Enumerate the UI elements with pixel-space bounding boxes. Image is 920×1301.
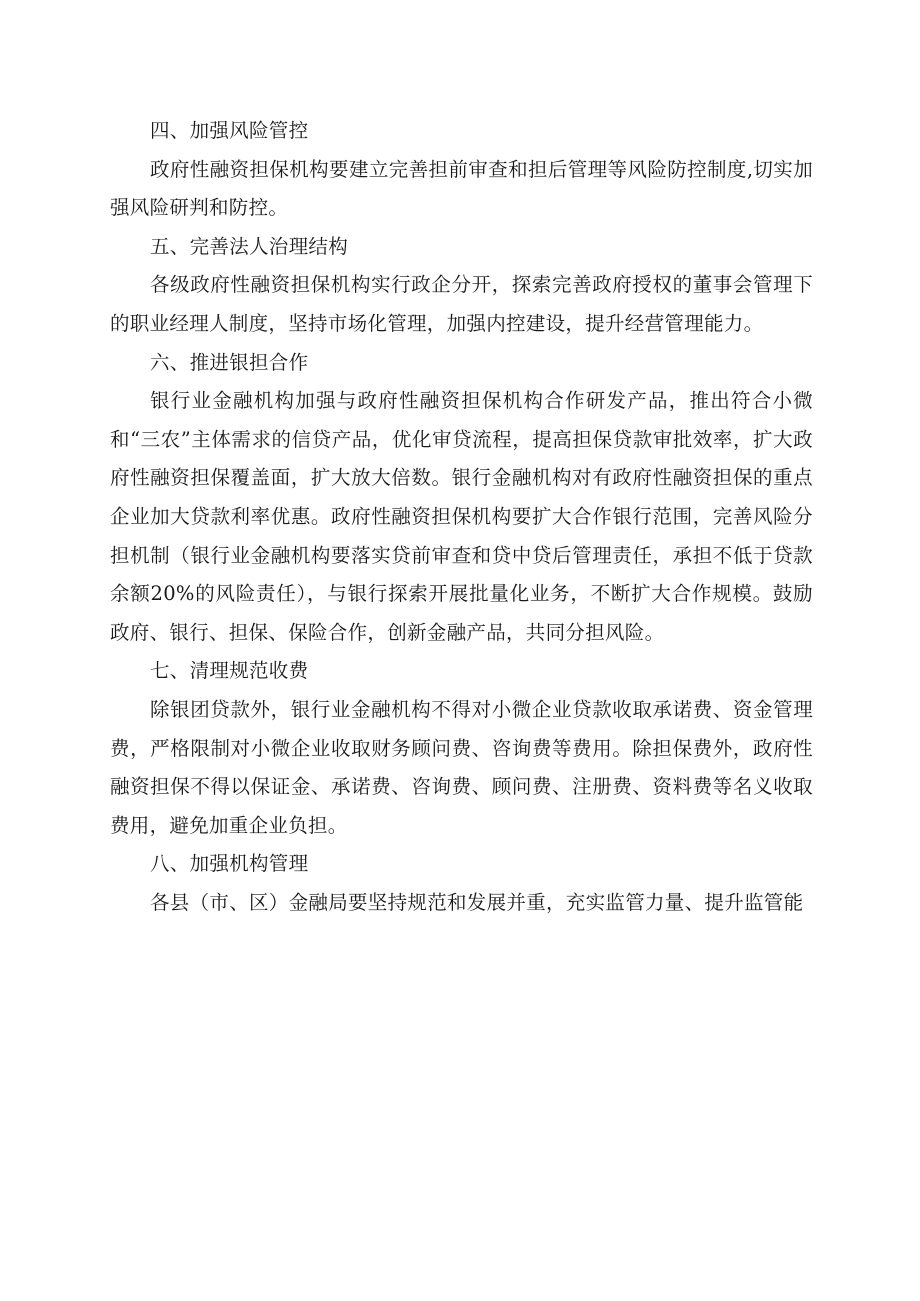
document-body: [110, 112, 813, 922]
section-heading-6: 六、推进银担合作: [150, 350, 309, 374]
section-paragraph-8: 各县（市、区）金融局要坚持规范和发展并重，充实监管力量、提升监管能: [150, 890, 804, 914]
section-paragraph-4: 政府性融资担保机构要建立完善担前审查和担后管理等风险防控制度,切实加强风险研判和防控。: [110, 157, 813, 220]
section-heading-4: 四、加强风险管控: [150, 119, 309, 142]
section-heading-7: 七、清理规范收费: [150, 659, 309, 683]
section-paragraph-7: 除银团贷款外，银行业金融机构不得对小微企业贷款收取承诺费、资金管理费，严格限制对小微企业收取财务顾问费、咨询费等费用。除担保费外，政府性融资担保不得以保证金、承诺费、咨询费、顾问费、注册费、资料费等名义收取费用，避免加重企业负担。: [110, 697, 813, 837]
section-paragraph-6: 银行业金融机构加强与政府性融资担保机构合作研发产品，推出符合小微和“三农”主体需求的信贷产品，优化审贷流程，提高担保贷款审批效率，扩大政府性融资担保覆盖面，扩大放大倍数。银行金融机构对有政府性融资担保的重点企业加大贷款利率优惠。政府性融资担保机构要扩大合作银行范围，完善风险分担机制（银行业金融机构要落实贷前审查和贷中贷后管理责任，承担不低于贷款余额20%的风险责任），与银行探索开展批量化业务，不断扩大合作规模。鼓励政府、银行、担保、保险合作，创新金融产品，共同分担风险。: [110, 389, 813, 644]
section-heading-5: 五、完善法人治理结构: [150, 234, 349, 258]
section-paragraph-5: 各级政府性融资担保机构实行政企分开，探索完善政府授权的董事会管理下的职业经理人制度，坚持市场化管理，加强内控建设，提升经营管理能力。: [110, 273, 813, 335]
section-heading-8: 八、加强机构管理: [150, 852, 309, 876]
